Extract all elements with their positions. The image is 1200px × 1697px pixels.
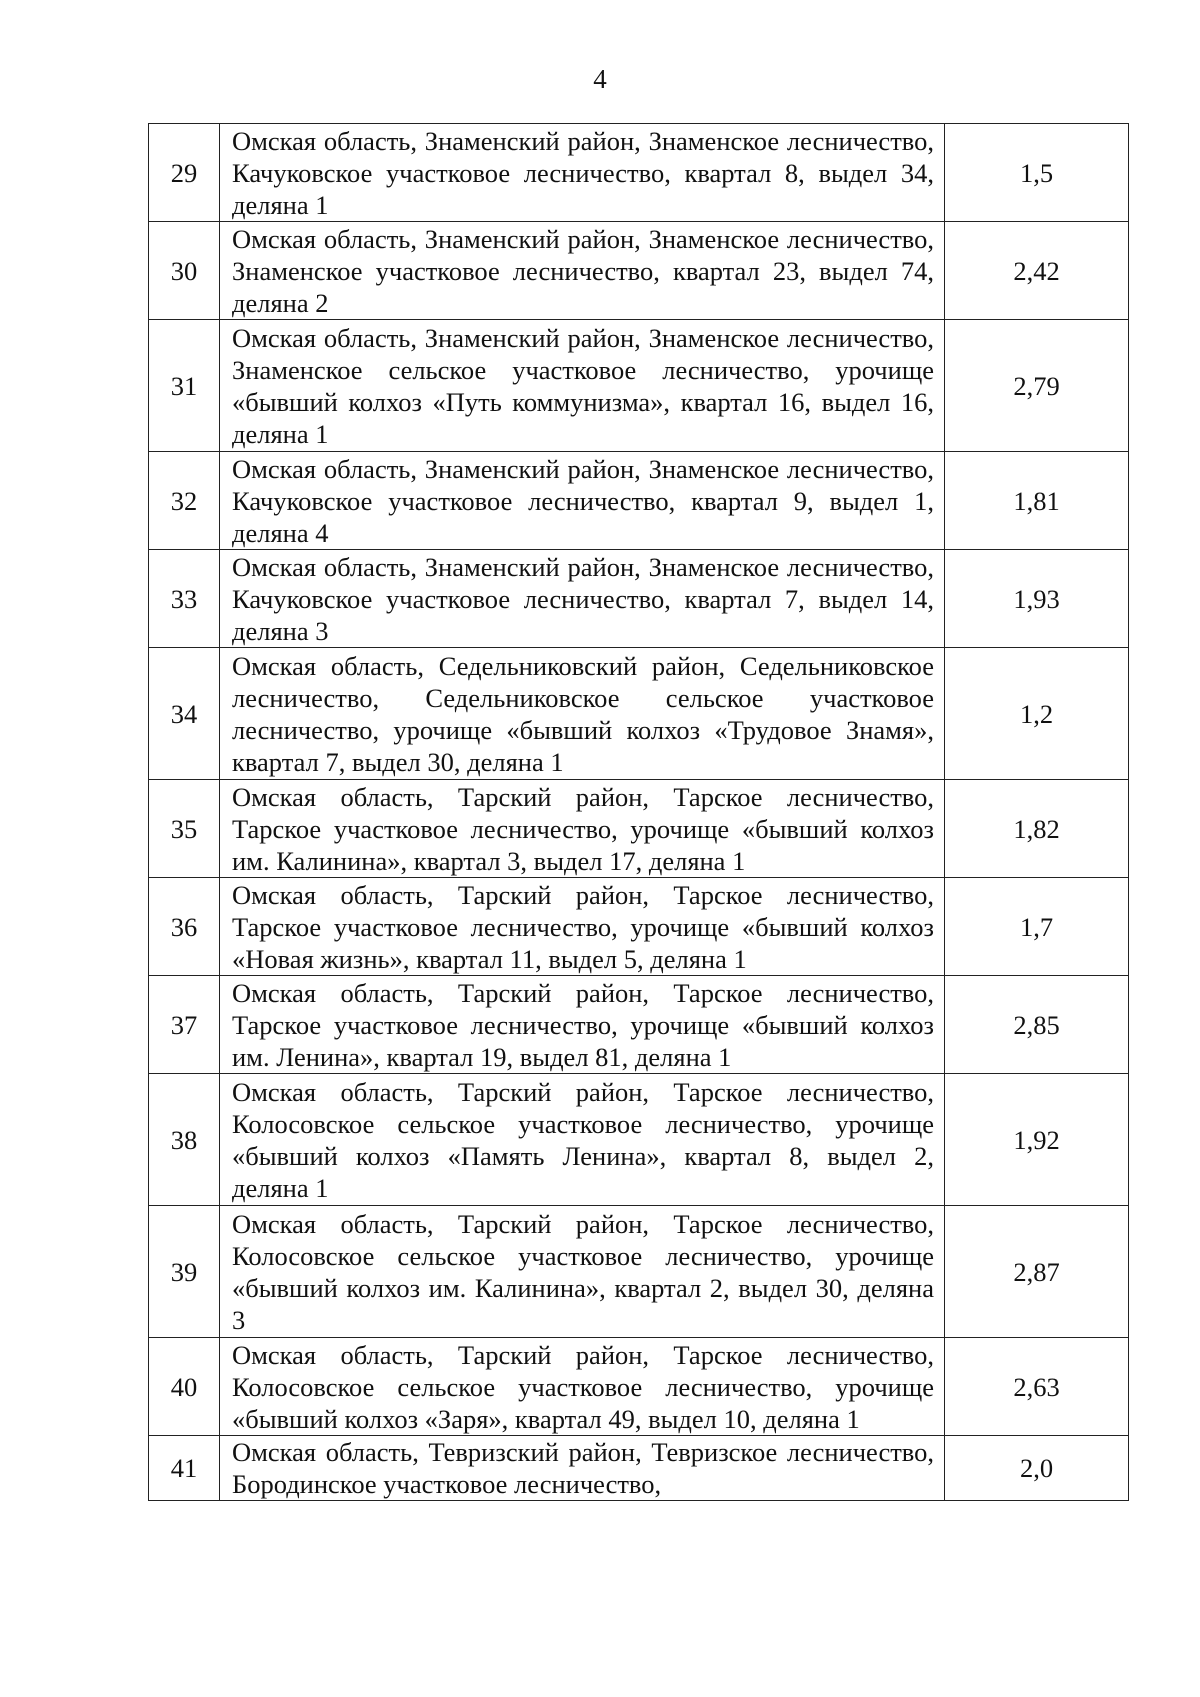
table-row [149, 878, 1129, 976]
parcel-area: 2,87 [945, 1206, 1129, 1338]
table-row [149, 1436, 1129, 1501]
table-row [149, 648, 1129, 780]
table-row [149, 222, 1129, 320]
parcel-location: Омская область, Знаменский район, Знаменское лесничество, Знаменское сельское участковое лесничество, урочище «бывший колхоз «Путь коммунизма», квартал 16, выдел 16, деляна 1 [220, 320, 945, 452]
parcel-location: Омская область, Седельниковский район, Седельниковское лесничество, Седельниковское сельское участковое лесничество, урочище «бывший колхоз «Трудовое Знамя», квартал 7, выдел 30, деляна 1 [220, 648, 945, 780]
row-number: 41 [149, 1436, 220, 1501]
row-number: 39 [149, 1206, 220, 1338]
row-number: 31 [149, 320, 220, 452]
parcel-area: 1,93 [945, 550, 1129, 648]
table-row [149, 1074, 1129, 1206]
table-row [149, 1206, 1129, 1338]
row-number: 34 [149, 648, 220, 780]
parcel-location: Омская область, Тарский район, Тарское лесничество, Тарское участковое лесничество, урочище «бывший колхоз им. Ленина», квартал 19, выдел 81, деляна 1 [220, 976, 945, 1074]
parcel-area: 2,63 [945, 1338, 1129, 1436]
parcel-area: 2,0 [945, 1436, 1129, 1501]
parcel-area: 2,85 [945, 976, 1129, 1074]
parcel-location: Омская область, Тарский район, Тарское лесничество, Тарское участковое лесничество, урочище «бывший колхоз им. Калинина», квартал 3, выдел 17, деляна 1 [220, 780, 945, 878]
parcel-location: Омская область, Тарский район, Тарское лесничество, Колосовское сельское участковое лесничество, урочище «бывший колхоз «Заря», квартал 49, выдел 10, деляна 1 [220, 1338, 945, 1436]
row-number: 29 [149, 124, 220, 222]
page-number: 4 [593, 64, 607, 94]
row-number: 37 [149, 976, 220, 1074]
parcel-location: Омская область, Знаменский район, Знаменское лесничество, Качуковское участковое лесничество, квартал 9, выдел 1, деляна 4 [220, 452, 945, 550]
parcel-location: Омская область, Знаменский район, Знаменское лесничество, Знаменское участковое лесничество, квартал 23, выдел 74, деляна 2 [220, 222, 945, 320]
table-row [149, 124, 1129, 222]
row-number: 30 [149, 222, 220, 320]
row-number: 32 [149, 452, 220, 550]
table-row [149, 1338, 1129, 1436]
parcel-area: 1,81 [945, 452, 1129, 550]
row-number: 33 [149, 550, 220, 648]
parcel-area: 1,7 [945, 878, 1129, 976]
row-number: 38 [149, 1074, 220, 1206]
parcel-area: 2,79 [945, 320, 1129, 452]
table-row [149, 320, 1129, 452]
table-row [149, 550, 1129, 648]
row-number: 36 [149, 878, 220, 976]
table-row [149, 780, 1129, 878]
parcel-area: 1,82 [945, 780, 1129, 878]
parcel-area: 2,42 [945, 222, 1129, 320]
parcel-location: Омская область, Знаменский район, Знаменское лесничество, Качуковское участковое лесничество, квартал 7, выдел 14, деляна 3 [220, 550, 945, 648]
row-number: 40 [149, 1338, 220, 1436]
forest-parcels-table [148, 123, 1129, 1501]
parcel-location: Омская область, Тарский район, Тарское лесничество, Тарское участковое лесничество, урочище «бывший колхоз «Новая жизнь», квартал 11, выдел 5, деляна 1 [220, 878, 945, 976]
parcel-area: 1,92 [945, 1074, 1129, 1206]
table-row [149, 976, 1129, 1074]
table-row [149, 452, 1129, 550]
parcel-area: 1,2 [945, 648, 1129, 780]
parcel-location: Омская область, Тарский район, Тарское лесничество, Колосовское сельское участковое лесничество, урочище «бывший колхоз им. Калинина», квартал 2, выдел 30, деляна 3 [220, 1206, 945, 1338]
parcel-location: Омская область, Знаменский район, Знаменское лесничество, Качуковское участковое лесничество, квартал 8, выдел 34, деляна 1 [220, 124, 945, 222]
parcel-location: Омская область, Тарский район, Тарское лесничество, Колосовское сельское участковое лесничество, урочище «бывший колхоз «Память Ленина», квартал 8, выдел 2, деляна 1 [220, 1074, 945, 1206]
parcel-location: Омская область, Тевризский район, Тевризское лесничество, Бородинское участковое лесничество, [232, 1437, 934, 1499]
parcel-location-cell [220, 1436, 945, 1501]
parcel-area: 1,5 [945, 124, 1129, 222]
row-number: 35 [149, 780, 220, 878]
